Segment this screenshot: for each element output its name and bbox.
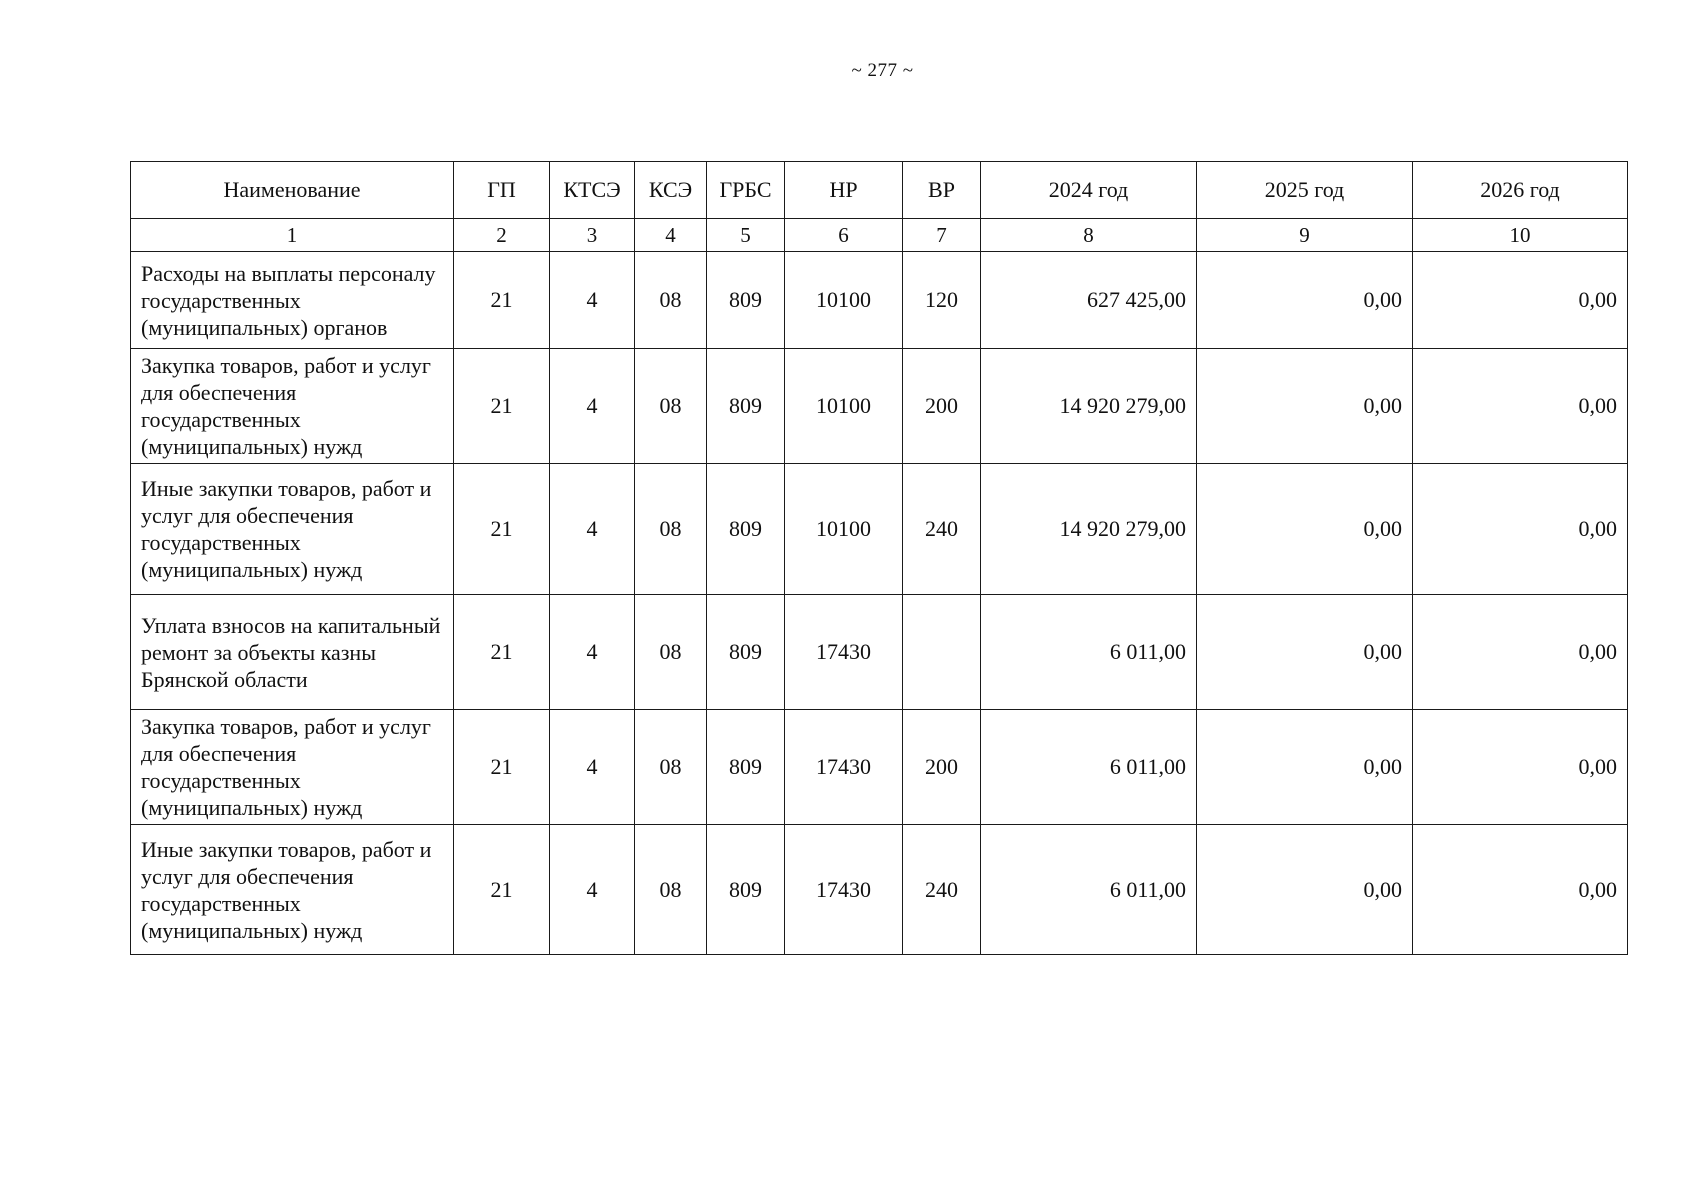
cell-2025: 0,00 [1197, 349, 1413, 464]
column-number: 3 [550, 219, 635, 252]
cell-2024: 14 920 279,00 [981, 349, 1197, 464]
page-number: ~ 277 ~ [851, 60, 914, 81]
cell-2024: 6 011,00 [981, 595, 1197, 710]
column-header: ВР [903, 162, 981, 219]
table-row [131, 710, 1628, 825]
column-number: 5 [707, 219, 785, 252]
cell-2025: 0,00 [1197, 825, 1413, 955]
cell-2024: 6 011,00 [981, 710, 1197, 825]
cell-nr: 17430 [785, 825, 903, 955]
cell-gp: 21 [454, 349, 550, 464]
cell-vr: 200 [903, 710, 981, 825]
column-number: 7 [903, 219, 981, 252]
cell-kse: 08 [635, 710, 707, 825]
cell-vr: 240 [903, 825, 981, 955]
cell-ktse: 4 [550, 349, 635, 464]
cell-nr: 10100 [785, 252, 903, 349]
cell-gp: 21 [454, 595, 550, 710]
cell-kse: 08 [635, 464, 707, 595]
cell-ktse: 4 [550, 252, 635, 349]
cell-gp: 21 [454, 464, 550, 595]
column-header: ГП [454, 162, 550, 219]
cell-gp: 21 [454, 252, 550, 349]
cell-grbs: 809 [707, 349, 785, 464]
cell-grbs: 809 [707, 464, 785, 595]
cell-vr: 120 [903, 252, 981, 349]
row-name: Закупка товаров, работ и услуг для обеспечения государственных (муниципальных) нужд [131, 710, 454, 825]
cell-2026: 0,00 [1413, 464, 1628, 595]
cell-nr: 17430 [785, 710, 903, 825]
cell-vr: 240 [903, 464, 981, 595]
row-name: Расходы на выплаты персоналу государственных (муниципальных) органов [131, 252, 454, 349]
cell-ktse: 4 [550, 595, 635, 710]
table-row [131, 595, 1628, 710]
cell-ktse: 4 [550, 710, 635, 825]
column-number: 2 [454, 219, 550, 252]
cell-2026: 0,00 [1413, 349, 1628, 464]
header-row [131, 162, 1628, 219]
cell-2024: 627 425,00 [981, 252, 1197, 349]
cell-2025: 0,00 [1197, 710, 1413, 825]
column-header: 2024 год [981, 162, 1197, 219]
cell-2025: 0,00 [1197, 595, 1413, 710]
cell-vr: 200 [903, 349, 981, 464]
table-row [131, 464, 1628, 595]
cell-2024: 6 011,00 [981, 825, 1197, 955]
column-header: 2026 год [1413, 162, 1628, 219]
cell-grbs: 809 [707, 595, 785, 710]
cell-2026: 0,00 [1413, 595, 1628, 710]
column-number: 10 [1413, 219, 1628, 252]
row-name: Закупка товаров, работ и услуг для обеспечения государственных (муниципальных) нужд [131, 349, 454, 464]
cell-2025: 0,00 [1197, 252, 1413, 349]
cell-kse: 08 [635, 349, 707, 464]
cell-2024: 14 920 279,00 [981, 464, 1197, 595]
column-number-row [131, 219, 1628, 252]
cell-kse: 08 [635, 252, 707, 349]
table-row [131, 252, 1628, 349]
cell-gp: 21 [454, 710, 550, 825]
row-name: Иные закупки товаров, работ и услуг для обеспечения государственных (муниципальных) нужд [131, 464, 454, 595]
row-name: Иные закупки товаров, работ и услуг для обеспечения государственных (муниципальных) нужд [131, 825, 454, 955]
cell-grbs: 809 [707, 825, 785, 955]
cell-ktse: 4 [550, 464, 635, 595]
cell-nr: 17430 [785, 595, 903, 710]
column-header: КСЭ [635, 162, 707, 219]
table-row [131, 825, 1628, 955]
cell-nr: 10100 [785, 464, 903, 595]
column-header: НР [785, 162, 903, 219]
cell-kse: 08 [635, 595, 707, 710]
column-number: 8 [981, 219, 1197, 252]
column-header: Наименование [131, 162, 454, 219]
row-name: Уплата взносов на капитальный ремонт за объекты казны Брянской области [131, 595, 454, 710]
cell-ktse: 4 [550, 825, 635, 955]
cell-kse: 08 [635, 825, 707, 955]
cell-vr [903, 595, 981, 710]
cell-2025: 0,00 [1197, 464, 1413, 595]
cell-2026: 0,00 [1413, 252, 1628, 349]
budget-table [130, 161, 1628, 955]
column-header: КТСЭ [550, 162, 635, 219]
column-header: ГРБС [707, 162, 785, 219]
column-number: 6 [785, 219, 903, 252]
cell-2026: 0,00 [1413, 825, 1628, 955]
column-number: 1 [131, 219, 454, 252]
table-row [131, 349, 1628, 464]
cell-nr: 10100 [785, 349, 903, 464]
cell-grbs: 809 [707, 710, 785, 825]
cell-grbs: 809 [707, 252, 785, 349]
column-header: 2025 год [1197, 162, 1413, 219]
column-number: 4 [635, 219, 707, 252]
column-number: 9 [1197, 219, 1413, 252]
cell-gp: 21 [454, 825, 550, 955]
cell-2026: 0,00 [1413, 710, 1628, 825]
